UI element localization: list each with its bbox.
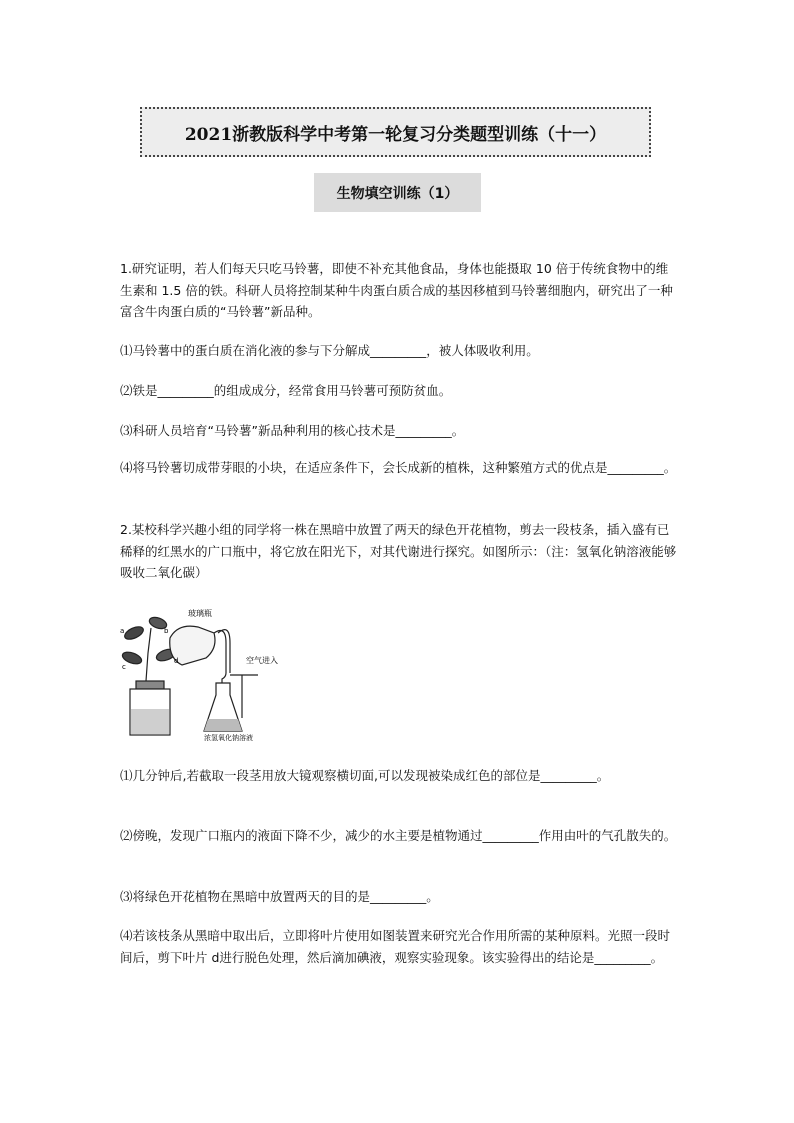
label-b: b: [164, 627, 169, 635]
plant-stem: [146, 628, 151, 681]
q2-stem: 2.某校科学兴趣小组的同学将一株在黑暗中放置了两天的绿色开花植物，剪去一段枝条，插入盛有已稀释的红黑水的广口瓶中，将它放在阳光下，对其代谢进行探究。如图所示：（注：氢氧化钠溶液能够吸收二氧化碳）: [120, 522, 677, 580]
label-naoh: 浓氢氧化钠溶液: [204, 734, 253, 742]
leaf-a: [123, 624, 145, 642]
q2-part3: ⑶将绿色开花植物在黑暗中放置两天的目的是_________。: [120, 889, 439, 904]
naoh-liquid: [204, 719, 242, 731]
q2-part1: ⑴几分钟后,若截取一段茎用放大镜观察横切面,可以发现被染成红色的部位是_________。: [120, 768, 610, 783]
q2-part2: ⑵傍晚，发现广口瓶内的液面下降不少，减少的水主要是植物通过_________作用由叶的气孔散失的。: [120, 828, 677, 843]
label-air-in: 空气进入: [246, 656, 278, 665]
label-c: c: [122, 663, 126, 671]
q2-part4: ⑷若该枝条从黑暗中取出后，立即将叶片使用如图装置来研究光合作用所需的某种原料。光照一段时间后，剪下叶片 d进行脱色处理，然后滴加碘液，观察实验现象。该实验得出的结论是_________。: [120, 928, 671, 965]
connecting-tube-outer: [218, 630, 230, 673]
q1-part2: ⑵铁是_________的组成成分，经常食用马铃薯可预防贫血。: [120, 383, 452, 398]
label-a: a: [120, 627, 125, 635]
jar-cap: [136, 681, 164, 689]
label-glass-bottle: 玻璃瓶: [188, 609, 212, 618]
subtitle-text: 生物填空训练（1）: [336, 185, 459, 202]
red-ink-liquid: [131, 709, 169, 734]
q1-stem: 1.研究证明，若人们每天只吃马铃薯，即使不补充其他食品，身体也能摄取 10 倍于传统食物中的维生素和 1.5 倍的铁。科研人员将控制某种牛肉蛋白质合成的基因移植到马铃薯细胞内，研究出了一种富含牛肉蛋白质的“马铃薯”新品种。: [120, 261, 673, 319]
q1-part1: ⑴马铃薯中的蛋白质在消化液的参与下分解成_________，被人体吸收利用。: [120, 343, 539, 358]
section-subtitle: [314, 173, 481, 212]
q1-part3: ⑶科研人员培育“马铃薯”新品种利用的核心技术是_________。: [120, 423, 465, 438]
experiment-apparatus-figure: [118, 603, 288, 743]
q1-part4: ⑷将马铃薯切成带芽眼的小块，在适应条件下，会长成新的植株，这种繁殖方式的优点是_________。: [120, 460, 677, 475]
title-text: 2021浙教版科学中考第一轮复习分类题型训练（十一）: [184, 124, 607, 145]
document-title: [140, 107, 651, 157]
label-d: d: [174, 657, 179, 665]
